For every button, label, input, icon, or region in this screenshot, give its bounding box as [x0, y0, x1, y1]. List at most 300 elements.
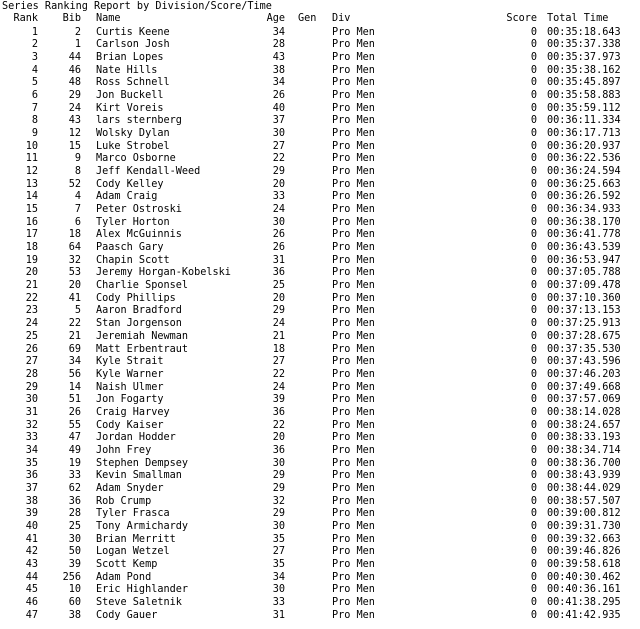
- table-row: [0, 483, 640, 496]
- age-cell: 30: [272, 521, 285, 533]
- table-row: [0, 407, 640, 420]
- division-cell: Pro Men: [332, 242, 375, 254]
- bib-cell: 14: [68, 381, 81, 393]
- score-cell: 0: [530, 242, 537, 254]
- bib-cell: 8: [74, 165, 81, 177]
- name-cell: Curtis Keene: [96, 26, 170, 38]
- header-name: Name: [96, 13, 121, 24]
- total-time-cell: 00:38:57.507: [547, 495, 621, 507]
- division-cell: Pro Men: [332, 368, 375, 380]
- score-cell: 0: [530, 457, 537, 469]
- score-cell: 0: [530, 102, 537, 114]
- bib-cell: 24: [68, 102, 81, 114]
- name-cell: Kyle Strait: [96, 356, 164, 368]
- header-total-time: Total Time: [547, 13, 609, 24]
- rank-cell: 14: [25, 191, 38, 203]
- division-cell: Pro Men: [332, 457, 375, 469]
- bib-cell: 69: [68, 343, 81, 355]
- bib-cell: 4: [74, 191, 81, 203]
- rank-cell: 31: [25, 406, 38, 418]
- table-row: [0, 445, 640, 458]
- bib-cell: 2: [74, 26, 81, 38]
- total-time-cell: 00:37:25.913: [547, 318, 621, 330]
- age-cell: 38: [272, 64, 285, 76]
- division-cell: Pro Men: [332, 280, 375, 292]
- total-time-cell: 00:36:24.594: [547, 165, 621, 177]
- rank-cell: 9: [31, 127, 38, 139]
- bib-cell: 64: [68, 242, 81, 254]
- name-cell: Kirt Voreis: [96, 102, 164, 114]
- name-cell: Craig Harvey: [96, 406, 170, 418]
- rank-cell: 32: [25, 419, 38, 431]
- rank-cell: 20: [25, 267, 38, 279]
- rank-cell: 47: [25, 609, 38, 621]
- name-cell: Paasch Gary: [96, 242, 164, 254]
- division-cell: Pro Men: [332, 127, 375, 139]
- score-cell: 0: [530, 115, 537, 127]
- bib-cell: 29: [68, 89, 81, 101]
- score-cell: 0: [530, 444, 537, 456]
- age-cell: 26: [272, 242, 285, 254]
- header-gen: Gen: [298, 13, 317, 24]
- division-cell: Pro Men: [332, 51, 375, 63]
- score-cell: 0: [530, 153, 537, 165]
- table-row: [0, 458, 640, 471]
- table-row: [0, 584, 640, 597]
- division-cell: Pro Men: [332, 204, 375, 216]
- rank-cell: 3: [31, 51, 38, 63]
- score-cell: 0: [530, 64, 537, 76]
- division-cell: Pro Men: [332, 394, 375, 406]
- total-time-cell: 00:37:09.478: [547, 280, 621, 292]
- rank-cell: 7: [31, 102, 38, 114]
- age-cell: 36: [272, 267, 285, 279]
- total-time-cell: 00:38:43.939: [547, 470, 621, 482]
- name-cell: Nate Hills: [96, 64, 158, 76]
- score-cell: 0: [530, 356, 537, 368]
- division-cell: Pro Men: [332, 381, 375, 393]
- bib-cell: 36: [68, 495, 81, 507]
- age-cell: 35: [272, 533, 285, 545]
- name-cell: Logan Wetzel: [96, 546, 170, 558]
- division-cell: Pro Men: [332, 165, 375, 177]
- score-cell: 0: [530, 26, 537, 38]
- score-cell: 0: [530, 254, 537, 266]
- rank-cell: 4: [31, 64, 38, 76]
- age-cell: 43: [272, 51, 285, 63]
- table-row: [0, 77, 640, 90]
- table-row: [0, 534, 640, 547]
- division-cell: Pro Men: [332, 77, 375, 89]
- total-time-cell: 00:39:32.663: [547, 533, 621, 545]
- total-time-cell: 00:37:49.668: [547, 381, 621, 393]
- header-rank: Rank: [13, 13, 38, 24]
- rank-cell: 15: [25, 204, 38, 216]
- table-row: [0, 229, 640, 242]
- table-row: [0, 369, 640, 382]
- table-row: [0, 103, 640, 116]
- age-cell: 22: [272, 419, 285, 431]
- age-cell: 34: [272, 26, 285, 38]
- bib-cell: 256: [62, 571, 81, 583]
- score-cell: 0: [530, 381, 537, 393]
- score-cell: 0: [530, 140, 537, 152]
- rank-cell: 6: [31, 89, 38, 101]
- name-cell: Stan Jorgenson: [96, 318, 182, 330]
- age-cell: 27: [272, 140, 285, 152]
- score-cell: 0: [530, 77, 537, 89]
- table-row: [0, 344, 640, 357]
- table-row: [0, 420, 640, 433]
- score-cell: 0: [530, 216, 537, 228]
- rank-cell: 38: [25, 495, 38, 507]
- rank-cell: 1: [31, 26, 38, 38]
- table-row: [0, 521, 640, 534]
- age-cell: 29: [272, 508, 285, 520]
- score-cell: 0: [530, 406, 537, 418]
- score-cell: 0: [530, 470, 537, 482]
- table-row: [0, 432, 640, 445]
- age-cell: 21: [272, 330, 285, 342]
- name-cell: Rob Crump: [96, 495, 152, 507]
- total-time-cell: 00:39:31.730: [547, 521, 621, 533]
- rank-cell: 22: [25, 292, 38, 304]
- rank-cell: 28: [25, 368, 38, 380]
- name-cell: Peter Ostroski: [96, 204, 182, 216]
- name-cell: Tyler Frasca: [96, 508, 170, 520]
- age-cell: 31: [272, 609, 285, 621]
- bib-cell: 26: [68, 406, 81, 418]
- rank-cell: 17: [25, 229, 38, 241]
- name-cell: Jordan Hodder: [96, 432, 176, 444]
- age-cell: 36: [272, 406, 285, 418]
- rank-cell: 43: [25, 559, 38, 571]
- score-cell: 0: [530, 191, 537, 203]
- age-cell: 31: [272, 254, 285, 266]
- bib-cell: 43: [68, 115, 81, 127]
- bib-cell: 60: [68, 597, 81, 609]
- score-cell: 0: [530, 432, 537, 444]
- age-cell: 29: [272, 165, 285, 177]
- score-cell: 0: [530, 267, 537, 279]
- table-row: [0, 318, 640, 331]
- bib-cell: 38: [68, 609, 81, 621]
- division-cell: Pro Men: [332, 89, 375, 101]
- division-cell: Pro Men: [332, 26, 375, 38]
- rank-cell: 26: [25, 343, 38, 355]
- table-row: [0, 141, 640, 154]
- name-cell: Adam Pond: [96, 571, 152, 583]
- division-cell: Pro Men: [332, 178, 375, 190]
- bib-cell: 10: [68, 584, 81, 596]
- division-cell: Pro Men: [332, 597, 375, 609]
- rank-cell: 27: [25, 356, 38, 368]
- age-cell: 18: [272, 343, 285, 355]
- age-cell: 22: [272, 153, 285, 165]
- total-time-cell: 00:36:25.663: [547, 178, 621, 190]
- rank-cell: 34: [25, 444, 38, 456]
- bib-cell: 1: [74, 39, 81, 51]
- header-div: Div: [332, 13, 351, 24]
- name-cell: Luke Strobel: [96, 140, 170, 152]
- table-row: [0, 610, 640, 623]
- age-cell: 33: [272, 191, 285, 203]
- name-cell: Kyle Warner: [96, 368, 164, 380]
- total-time-cell: 00:36:41.778: [547, 229, 621, 241]
- division-cell: Pro Men: [332, 153, 375, 165]
- rank-cell: 25: [25, 330, 38, 342]
- name-cell: Kevin Smallman: [96, 470, 182, 482]
- rank-cell: 18: [25, 242, 38, 254]
- age-cell: 29: [272, 305, 285, 317]
- bib-cell: 62: [68, 482, 81, 494]
- bib-cell: 21: [68, 330, 81, 342]
- division-cell: Pro Men: [332, 229, 375, 241]
- division-cell: Pro Men: [332, 102, 375, 114]
- rank-cell: 19: [25, 254, 38, 266]
- rank-cell: 42: [25, 546, 38, 558]
- bib-cell: 7: [74, 204, 81, 216]
- rank-cell: 29: [25, 381, 38, 393]
- table-row: [0, 217, 640, 230]
- table-row: [0, 166, 640, 179]
- age-cell: 35: [272, 559, 285, 571]
- rank-cell: 16: [25, 216, 38, 228]
- score-cell: 0: [530, 546, 537, 558]
- score-cell: 0: [530, 305, 537, 317]
- age-cell: 30: [272, 584, 285, 596]
- total-time-cell: 00:37:05.788: [547, 267, 621, 279]
- table-row: [0, 546, 640, 559]
- table-row: [0, 394, 640, 407]
- rank-cell: 35: [25, 457, 38, 469]
- age-cell: 28: [272, 39, 285, 51]
- score-cell: 0: [530, 165, 537, 177]
- table-row: [0, 293, 640, 306]
- header-bib: Bib: [62, 13, 81, 24]
- name-cell: lars sternberg: [96, 115, 182, 127]
- rank-cell: 24: [25, 318, 38, 330]
- division-cell: Pro Men: [332, 305, 375, 317]
- score-cell: 0: [530, 368, 537, 380]
- table-row: [0, 331, 640, 344]
- table-row: [0, 470, 640, 483]
- name-cell: Brian Merritt: [96, 533, 176, 545]
- table-row: [0, 90, 640, 103]
- score-cell: 0: [530, 343, 537, 355]
- name-cell: Ross Schnell: [96, 77, 170, 89]
- name-cell: Brian Lopes: [96, 51, 164, 63]
- rank-cell: 12: [25, 165, 38, 177]
- table-row: [0, 39, 640, 52]
- age-cell: 24: [272, 204, 285, 216]
- total-time-cell: 00:39:46.826: [547, 546, 621, 558]
- division-cell: Pro Men: [332, 609, 375, 621]
- division-cell: Pro Men: [332, 64, 375, 76]
- age-cell: 29: [272, 470, 285, 482]
- header-age: Age: [266, 13, 285, 24]
- total-time-cell: 00:35:18.643: [547, 26, 621, 38]
- bib-cell: 5: [74, 305, 81, 317]
- rank-cell: 45: [25, 584, 38, 596]
- table-row: [0, 508, 640, 521]
- bib-cell: 33: [68, 470, 81, 482]
- division-cell: Pro Men: [332, 318, 375, 330]
- total-time-cell: 00:35:58.883: [547, 89, 621, 101]
- rank-cell: 46: [25, 597, 38, 609]
- division-cell: Pro Men: [332, 191, 375, 203]
- name-cell: Adam Snyder: [96, 482, 164, 494]
- rank-cell: 21: [25, 280, 38, 292]
- age-cell: 20: [272, 292, 285, 304]
- name-cell: Scott Kemp: [96, 559, 158, 571]
- division-cell: Pro Men: [332, 470, 375, 482]
- score-cell: 0: [530, 318, 537, 330]
- bib-cell: 49: [68, 444, 81, 456]
- rank-cell: 30: [25, 394, 38, 406]
- division-cell: Pro Men: [332, 292, 375, 304]
- table-row: [0, 597, 640, 610]
- name-cell: Wolsky Dylan: [96, 127, 170, 139]
- rank-cell: 10: [25, 140, 38, 152]
- bib-cell: 56: [68, 368, 81, 380]
- age-cell: 27: [272, 356, 285, 368]
- age-cell: 33: [272, 597, 285, 609]
- age-cell: 20: [272, 178, 285, 190]
- age-cell: 34: [272, 77, 285, 89]
- age-cell: 40: [272, 102, 285, 114]
- bib-cell: 25: [68, 521, 81, 533]
- age-cell: 24: [272, 381, 285, 393]
- division-cell: Pro Men: [332, 571, 375, 583]
- total-time-cell: 00:36:34.933: [547, 204, 621, 216]
- score-cell: 0: [530, 508, 537, 520]
- division-cell: Pro Men: [332, 546, 375, 558]
- table-row: [0, 305, 640, 318]
- total-time-cell: 00:37:13.153: [547, 305, 621, 317]
- bib-cell: 19: [68, 457, 81, 469]
- total-time-cell: 00:36:38.170: [547, 216, 621, 228]
- division-cell: Pro Men: [332, 406, 375, 418]
- age-cell: 32: [272, 495, 285, 507]
- total-time-cell: 00:40:36.161: [547, 584, 621, 596]
- table-row: [0, 255, 640, 268]
- rank-cell: 33: [25, 432, 38, 444]
- name-cell: John Frey: [96, 444, 152, 456]
- name-cell: Jeremiah Newman: [96, 330, 189, 342]
- total-time-cell: 00:37:10.360: [547, 292, 621, 304]
- total-time-cell: 00:38:24.657: [547, 419, 621, 431]
- name-cell: Stephen Dempsey: [96, 457, 189, 469]
- name-cell: Tony Armichardy: [96, 521, 189, 533]
- score-cell: 0: [530, 292, 537, 304]
- name-cell: Aaron Bradford: [96, 305, 182, 317]
- age-cell: 24: [272, 318, 285, 330]
- rank-cell: 23: [25, 305, 38, 317]
- score-cell: 0: [530, 584, 537, 596]
- score-cell: 0: [530, 178, 537, 190]
- table-row: [0, 356, 640, 369]
- name-cell: Chapin Scott: [96, 254, 170, 266]
- total-time-cell: 00:38:36.700: [547, 457, 621, 469]
- bib-cell: 34: [68, 356, 81, 368]
- division-cell: Pro Men: [332, 39, 375, 51]
- bib-cell: 47: [68, 432, 81, 444]
- score-cell: 0: [530, 609, 537, 621]
- total-time-cell: 00:36:11.334: [547, 115, 621, 127]
- bib-cell: 51: [68, 394, 81, 406]
- age-cell: 34: [272, 571, 285, 583]
- name-cell: Jon Buckell: [96, 89, 164, 101]
- total-time-cell: 00:38:34.714: [547, 444, 621, 456]
- division-cell: Pro Men: [332, 419, 375, 431]
- age-cell: 30: [272, 216, 285, 228]
- rank-cell: 11: [25, 153, 38, 165]
- score-cell: 0: [530, 330, 537, 342]
- score-cell: 0: [530, 204, 537, 216]
- table-row: [0, 204, 640, 217]
- division-cell: Pro Men: [332, 444, 375, 456]
- name-cell: Charlie Sponsel: [96, 280, 189, 292]
- total-time-cell: 00:35:45.897: [547, 77, 621, 89]
- age-cell: 30: [272, 127, 285, 139]
- age-cell: 22: [272, 368, 285, 380]
- score-cell: 0: [530, 229, 537, 241]
- header-score: Score: [506, 13, 537, 24]
- division-cell: Pro Men: [332, 254, 375, 266]
- table-row: [0, 242, 640, 255]
- score-cell: 0: [530, 394, 537, 406]
- score-cell: 0: [530, 127, 537, 139]
- name-cell: Cody Phillips: [96, 292, 176, 304]
- score-cell: 0: [530, 571, 537, 583]
- total-time-cell: 00:37:57.069: [547, 394, 621, 406]
- total-time-cell: 00:38:14.028: [547, 406, 621, 418]
- score-cell: 0: [530, 39, 537, 51]
- division-cell: Pro Men: [332, 115, 375, 127]
- bib-cell: 18: [68, 229, 81, 241]
- total-time-cell: 00:36:22.536: [547, 153, 621, 165]
- total-time-cell: 00:36:26.592: [547, 191, 621, 203]
- total-time-cell: 00:37:43.596: [547, 356, 621, 368]
- division-cell: Pro Men: [332, 343, 375, 355]
- rank-cell: 41: [25, 533, 38, 545]
- table-row: [0, 572, 640, 585]
- bib-cell: 53: [68, 267, 81, 279]
- score-cell: 0: [530, 521, 537, 533]
- bib-cell: 48: [68, 77, 81, 89]
- name-cell: Tyler Horton: [96, 216, 170, 228]
- table-row: [0, 115, 640, 128]
- bib-cell: 32: [68, 254, 81, 266]
- total-time-cell: 00:38:33.193: [547, 432, 621, 444]
- age-cell: 25: [272, 280, 285, 292]
- bib-cell: 30: [68, 533, 81, 545]
- total-time-cell: 00:36:53.947: [547, 254, 621, 266]
- name-cell: Carlson Josh: [96, 39, 170, 51]
- table-row: [0, 27, 640, 40]
- total-time-cell: 00:41:42.935: [547, 609, 621, 621]
- total-time-cell: 00:36:43.539: [547, 242, 621, 254]
- total-time-cell: 00:37:28.675: [547, 330, 621, 342]
- bib-cell: 20: [68, 280, 81, 292]
- bib-cell: 12: [68, 127, 81, 139]
- bib-cell: 50: [68, 546, 81, 558]
- score-cell: 0: [530, 533, 537, 545]
- total-time-cell: 00:37:35.530: [547, 343, 621, 355]
- total-time-cell: 00:39:58.618: [547, 559, 621, 571]
- division-cell: Pro Men: [332, 356, 375, 368]
